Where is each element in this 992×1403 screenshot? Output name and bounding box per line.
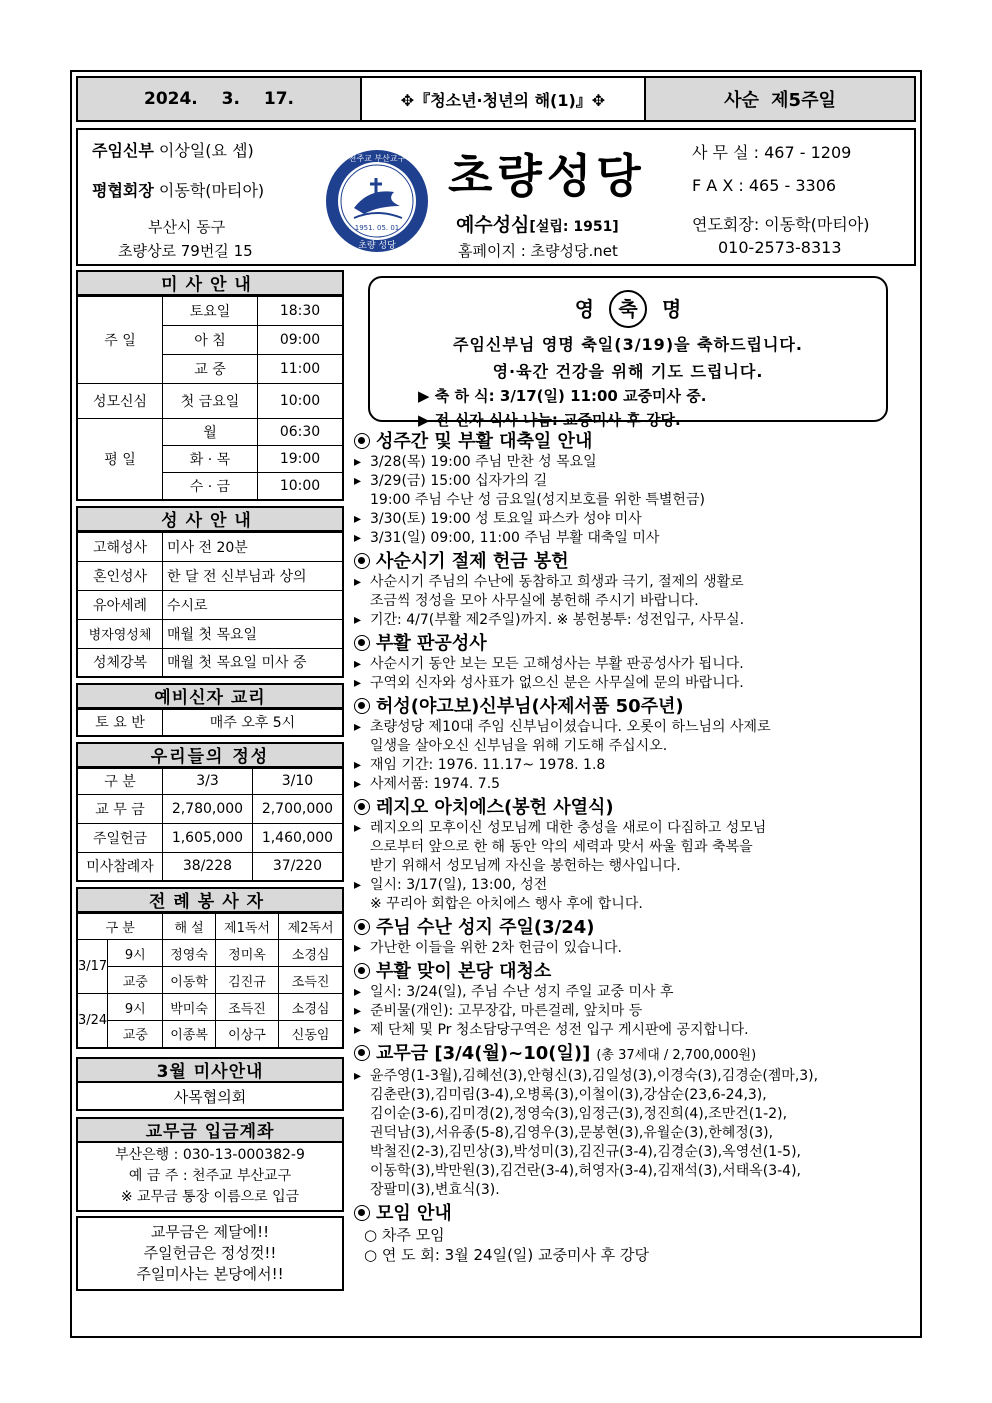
news-title: 허성(야고보)신부님(사제서품 50주년): [376, 696, 684, 717]
seal-top-text: 천주교 부산교구: [348, 154, 406, 163]
sacrament-value: 미사 전 20분: [163, 532, 344, 561]
sacrament-value: 매월 첫 목요일: [163, 619, 344, 648]
mass-day: 아 침: [163, 326, 258, 355]
council-name: 이동학(마티아): [158, 181, 265, 200]
offering-header: 3/3: [163, 768, 253, 794]
feast-title-right: 명: [661, 297, 682, 321]
offering-cell: 주일헌금: [77, 823, 163, 852]
offering-cell: 미사참례자: [77, 852, 163, 881]
liturgical-week: 사순 제5주일: [724, 90, 836, 111]
bulletin-date: 2024. 3. 17.: [78, 78, 362, 120]
news-item: ▸ 제 단체 및 Pr 청소담당구역은 성전 입구 게시판에 공지합니다.: [354, 1021, 914, 1040]
sacrament-name: 병자영성체: [77, 619, 163, 648]
news-title: 레지오 아치에스(봉헌 사열식): [376, 797, 614, 818]
sacrament-value: 한 달 전 신부님과 상의: [163, 561, 344, 590]
march-mass-title: 3월 미사안내: [76, 1057, 344, 1083]
founded: [설립: 1951]: [529, 219, 619, 235]
news-title: 모임 안내: [376, 1203, 452, 1224]
minister-cell: 신동임: [279, 1021, 343, 1048]
catechumen-value: 매주 오후 5시: [163, 710, 344, 736]
news-item: ▸ 사순시기 주님의 수난에 동참하고 희생과 극기, 절제의 생활로: [354, 573, 914, 592]
catechumen-label: 토 요 반: [77, 710, 163, 736]
sacrament-name: 혼인성사: [77, 561, 163, 590]
feast-emblem: 축: [609, 290, 647, 328]
news-title: 교무금 [3/4(월)~10(일)]: [376, 1043, 591, 1064]
mass-day: 첫 금요일: [163, 384, 258, 419]
offering-cell: 교 무 금: [77, 794, 163, 823]
council-label: 평협회장: [92, 181, 154, 200]
news-item: ▸ 사제서품: 1974. 7.5: [354, 775, 914, 794]
news-heading: [354, 696, 914, 718]
news-item: ▸ 준비물(개인): 고무장갑, 마른걸레, 앞치마 등: [354, 1002, 914, 1021]
sacrament-title: 성사안내: [76, 506, 344, 532]
bullet-icon: [354, 553, 370, 569]
minister-cell: 정영숙: [163, 940, 215, 967]
news-title: 성주간 및 부활 대축일 안내: [376, 431, 593, 452]
minister-date: 3/17: [77, 940, 108, 994]
offering-cell: 37/220: [252, 852, 343, 881]
slogan-line: 주일미사는 본당에서!!: [136, 1264, 284, 1283]
mass-time: 09:00: [258, 326, 344, 355]
minister-cell: 교중: [108, 1021, 163, 1048]
feast-line: 주임신부님 영명 축일(3/19)을 축하드립니다.: [453, 335, 803, 354]
bullet-icon: [354, 635, 370, 651]
news-sub-item: ○ 연 도 회: 3월 24일(일) 교중미사 후 강당: [364, 1246, 649, 1264]
mass-time: 19:00: [258, 446, 344, 473]
offering-table: [76, 768, 344, 883]
feast-item: ▶ 축 하 식: 3/17(일) 11:00 교중미사 중.: [418, 387, 707, 405]
catechumen-table: [76, 709, 344, 737]
feast-box: [368, 276, 888, 429]
sacrament-name: 유아세례: [77, 590, 163, 619]
bullet-icon: [354, 433, 370, 449]
offering-cell: 1,605,000: [163, 823, 253, 852]
march-mass-value: 사목협의회: [76, 1083, 344, 1111]
mass-day: 월: [163, 419, 258, 446]
account-line: ※ 교무금 통장 이름으로 입금: [120, 1188, 300, 1205]
sacrament-value: 수시로: [163, 590, 344, 619]
office-phone: 사 무 실 : 467 - 1209: [692, 143, 852, 162]
minister-cell: 이종복: [163, 1021, 215, 1048]
news-note: (총 37세대 / 2,700,000원): [596, 1048, 757, 1063]
news-item: ▸ 일시: 3/17(일), 13:00, 성전: [354, 876, 914, 895]
news-item: 조금씩 정성을 모아 사무실에 봉헌해 주시기 바랍니다.: [370, 593, 699, 609]
news-list: [354, 428, 914, 1265]
pastor-line: [92, 138, 254, 161]
news-item: 19:00 주님 수난 성 금요일(성지보호를 위한 특별헌금): [370, 492, 705, 508]
devotion-label: 성모신심: [77, 384, 163, 419]
offering-cell: 2,780,000: [163, 794, 253, 823]
minister-cell: 소경심: [279, 940, 343, 967]
minister-cell: 김진규: [215, 967, 279, 994]
news-heading: [354, 551, 914, 573]
district-phone: 010-2573-8313: [718, 238, 842, 257]
minister-title: 전례봉사자: [76, 887, 344, 913]
news-item: ▸ 재임 기간: 1976. 11.17~ 1978. 1.8: [354, 756, 914, 775]
pastor-name: 이상일(요 셉): [158, 141, 254, 160]
offering-cell: 38/228: [163, 852, 253, 881]
news-heading: [354, 917, 914, 939]
sacrament-name: 성체강복: [77, 648, 163, 677]
minister-date: 3/24: [77, 994, 108, 1048]
church-seal-icon: [324, 148, 430, 254]
news-title: 부활 맞이 본당 대청소: [376, 961, 552, 982]
bullet-icon: [354, 919, 370, 935]
mass-day: 토요일: [163, 297, 258, 326]
news-heading: [354, 797, 914, 819]
news-item: 권덕남(3),서유종(5-8),김영우(3),문봉현(3),유월순(3),한혜정(3),: [370, 1125, 774, 1141]
minister-header: 제1독서: [215, 914, 279, 940]
homepage: 홈페이지 : 초량성당.net: [458, 242, 618, 260]
feast-item: ▶ 전 신자 식사 나눔: 교중미사 후 강당.: [418, 411, 681, 429]
account-line: 예 금 주 : 천주교 부산교구: [128, 1167, 292, 1184]
church-name: 초량성당: [448, 149, 646, 203]
fax-number: F A X : 465 - 3306: [692, 176, 837, 195]
mass-day: 교 중: [163, 355, 258, 384]
news-heading: [354, 431, 914, 453]
seal-year-text: 1951. 05. 01: [354, 224, 400, 232]
news-item: ▸ 3/28(목) 19:00 주님 만찬 성 목요일: [354, 453, 914, 472]
news-heading: [354, 1203, 914, 1225]
year-theme: ✥『청소년·청년의 해(1)』✥: [362, 78, 646, 120]
bullet-icon: [354, 799, 370, 815]
feast-line: 영·육간 건강을 위해 기도 드립니다.: [492, 362, 764, 381]
news-heading: [354, 633, 914, 655]
minister-header: 구 분: [77, 914, 163, 940]
left-column: [76, 270, 344, 1291]
address-line1: 부산시 동구: [148, 218, 226, 236]
offering-cell: 1,460,000: [252, 823, 343, 852]
bullet-icon: [354, 1045, 370, 1061]
news-heading: [354, 961, 914, 983]
news-title: 사순시기 절제 헌금 봉헌: [376, 551, 569, 572]
account-line: 부산은행 : 030-13-000382-9: [115, 1146, 305, 1163]
account-title: 교무금 입금계좌: [76, 1117, 344, 1143]
news-item: 이동학(3),박만원(3),김건란(3-4),허영자(3-4),김재석(3),서태옥(3-4),: [370, 1163, 801, 1179]
news-item: 으로부터 앞으로 한 해 동안 악의 세력과 맞서 싸울 힘과 축복을: [370, 839, 753, 855]
news-item: 김이순(3-6),김미경(2),정영숙(3),임정근(3),정진희(4),조만건(1-2),: [370, 1106, 788, 1122]
offering-title: 우리들의 정성: [76, 742, 344, 768]
council-line: [92, 178, 264, 201]
minister-cell: 조득진: [215, 994, 279, 1021]
news-item: ※ 꾸리아 회합은 아치에스 행사 후에 합니다.: [370, 896, 643, 912]
news-item: ▸ 윤주영(1-3월),김혜선(3),안형신(3),김일성(3),이경숙(3),김경순(젬마,3),: [354, 1067, 914, 1086]
minister-cell: 9시: [108, 994, 163, 1021]
minister-cell: 이동학: [163, 967, 215, 994]
mass-day: 수 · 금: [163, 473, 258, 500]
news-sub-item: ○ 차주 모임: [364, 1226, 445, 1244]
news-item: ▸ 가난한 이들을 위한 2차 헌금이 있습니다.: [354, 939, 914, 958]
sunday-label: 주 일: [77, 297, 163, 384]
news-title: 부활 판공성사: [376, 633, 487, 654]
slogan-box: [76, 1216, 344, 1291]
mass-title: 미사안내: [76, 270, 344, 296]
news-item: 일생을 살아오신 신부님을 위해 기도해 주십시오.: [370, 738, 668, 754]
slogan-line: 주일헌금은 정성껏!!: [143, 1243, 277, 1262]
minister-header: 제2독서: [279, 914, 343, 940]
news-heading: [354, 1043, 914, 1067]
account-box: [76, 1143, 344, 1212]
mass-table: [76, 296, 344, 501]
news-item: 김춘란(3),김미림(3-4),오병록(3),이철이(3),강삼순(23,6-24,3),: [370, 1087, 767, 1103]
news-item: ▸ 기간: 4/7(부활 제2주일)까지. ※ 봉헌봉투: 성전입구, 사무실.: [354, 611, 914, 630]
mass-time: 10:00: [258, 384, 344, 419]
news-title: 주님 수난 성지 주일(3/24): [376, 917, 595, 938]
mass-time: 06:30: [258, 419, 344, 446]
minister-cell: 조득진: [279, 967, 343, 994]
news-item: ▸ 일시: 3/24(일), 주님 수난 성지 주일 교중 미사 후: [354, 983, 914, 1002]
header-bar: [76, 76, 916, 122]
bullet-icon: [354, 963, 370, 979]
feast-title-left: 영: [574, 297, 595, 321]
news-item: ▸ 초량성당 제10대 주임 신부님이셨습니다. 오롯이 하느님의 사제로: [354, 718, 914, 737]
offering-cell: 2,700,000: [252, 794, 343, 823]
minister-cell: 박미숙: [163, 994, 215, 1021]
mass-time: 18:30: [258, 297, 344, 326]
minister-cell: 소경심: [279, 994, 343, 1021]
pastor-label: 주임신부: [92, 141, 154, 160]
feast-title: [370, 290, 886, 328]
church-info: [76, 128, 916, 266]
news-item: 장팔미(3),변효식(3).: [370, 1182, 500, 1198]
sacrament-name: 고해성사: [77, 532, 163, 561]
patron: 예수성심: [456, 214, 530, 236]
news-item: ▸ 3/30(토) 19:00 성 토요일 파스카 성야 미사: [354, 510, 914, 529]
mass-day: 화 · 목: [163, 446, 258, 473]
minister-cell: 이상구: [215, 1021, 279, 1048]
mass-time: 10:00: [258, 473, 344, 500]
news-item: ▸ 3/29(금) 15:00 십자가의 길: [354, 472, 914, 491]
minister-cell: 교중: [108, 967, 163, 994]
news-item: ▸ 레지오의 모후이신 성모님께 대한 충성을 새로이 다짐하고 성모님: [354, 819, 914, 838]
bulletin-page: [70, 70, 922, 1338]
offering-header: 3/10: [252, 768, 343, 794]
weekday-label: 평 일: [77, 419, 163, 500]
seal-name-text: 초량 성당: [358, 241, 396, 251]
minister-header: 해 설: [163, 914, 215, 940]
patron-line: [456, 210, 619, 237]
news-item: 박철진(2-3),김민상(3),박성미(3),김진규(3-4),김경순(3),옥영선(1-5),: [370, 1144, 801, 1160]
news-item: ▸ 구역외 신자와 성사표가 없으신 분은 사무실에 문의 바랍니다.: [354, 674, 914, 693]
sacrament-value: 매월 첫 목요일 미사 중: [163, 648, 344, 677]
offering-header: 구 분: [77, 768, 163, 794]
minister-table: [76, 913, 344, 1049]
bullet-icon: [354, 698, 370, 714]
address-line2: 초량상로 79번길 15: [118, 242, 253, 260]
bullet-icon: [354, 1205, 370, 1221]
minister-cell: 9시: [108, 940, 163, 967]
district-head: 연도회장: 이동학(마티아): [692, 215, 870, 234]
news-item: ▸ 사순시기 동안 보는 모든 고해성사는 부활 판공성사가 됩니다.: [354, 655, 914, 674]
slogan-line: 교무금은 제달에!!: [150, 1222, 270, 1241]
catechumen-title: 예비신자 교리: [76, 683, 344, 709]
news-item: ▸ 3/31(일) 09:00, 11:00 주님 부활 대축일 미사: [354, 529, 914, 548]
sacrament-table: [76, 532, 344, 679]
minister-cell: 정미옥: [215, 940, 279, 967]
news-item: 받기 위해서 성모님께 자신을 봉헌하는 행사입니다.: [370, 858, 681, 874]
mass-time: 11:00: [258, 355, 344, 384]
